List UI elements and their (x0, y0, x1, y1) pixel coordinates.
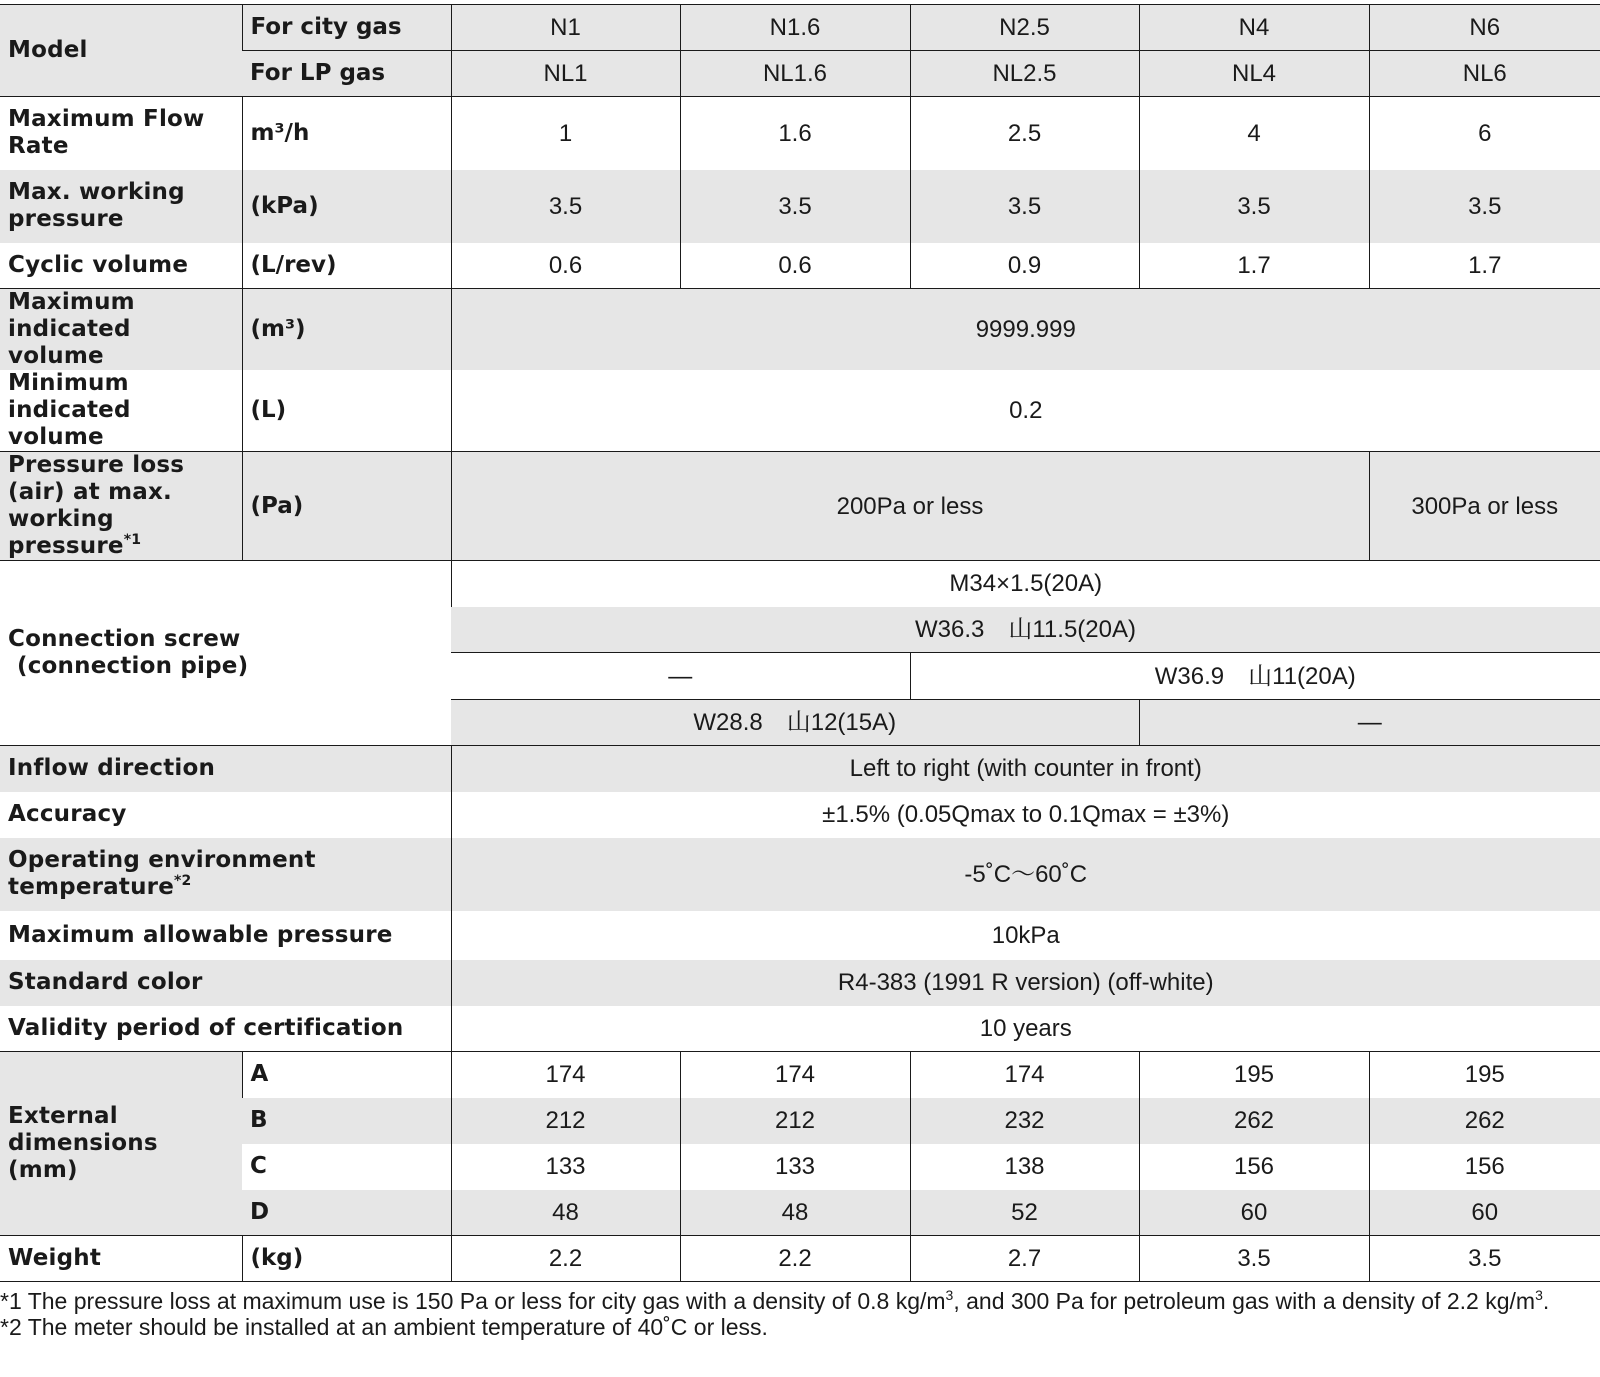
table-row (0, 1052, 1600, 1098)
note-mark: *2 (174, 873, 192, 889)
max-allowable-pressure-value: 10kPa (451, 911, 1600, 960)
table-row (0, 746, 1600, 792)
lp-model: NL6 (1369, 51, 1600, 97)
dim-value: 48 (451, 1190, 680, 1236)
cyclic-volume-value: 1.7 (1139, 243, 1369, 289)
max-flow-label: Maximum Flow Rate (0, 97, 242, 170)
accuracy-label: Accuracy (0, 792, 451, 838)
max-flow-value: 6 (1369, 97, 1600, 170)
dim-key: C (242, 1144, 451, 1190)
table-row (0, 452, 1600, 561)
city-gas-label: For city gas (242, 5, 451, 51)
dim-value: 212 (451, 1098, 680, 1144)
pressure-loss-n6-value: 300Pa or less (1369, 452, 1600, 561)
cyclic-volume-unit: (L/rev) (242, 243, 451, 289)
table-row (0, 561, 1600, 607)
table-row (0, 1006, 1600, 1052)
table-row (0, 960, 1600, 1006)
table-row (0, 1236, 1600, 1282)
dim-value: 195 (1369, 1052, 1600, 1098)
dim-value: 133 (451, 1144, 680, 1190)
connection-screw-dash: — (451, 653, 910, 700)
cyclic-volume-value: 0.6 (680, 243, 910, 289)
weight-value: 2.2 (680, 1236, 910, 1282)
dim-value: 212 (680, 1098, 910, 1144)
operating-temp-line1: Operating environment (8, 847, 316, 873)
external-dimensions-text: External dimensions (mm) (8, 1103, 158, 1183)
dim-value: 195 (1139, 1052, 1369, 1098)
min-indicated-volume-value: 0.2 (451, 370, 1600, 452)
max-indicated-volume-label: Maximum indicated volume (0, 289, 242, 371)
table-row (0, 792, 1600, 838)
connection-screw-dash: — (1139, 700, 1600, 746)
standard-color-label: Standard color (0, 960, 451, 1006)
max-working-pressure-value: 3.5 (1369, 170, 1600, 243)
weight-label: Weight (0, 1236, 242, 1282)
operating-temp-label (0, 838, 451, 911)
operating-temp-value: -5˚C～60˚C (451, 838, 1600, 911)
external-dimensions-label (0, 1052, 242, 1236)
city-model: N4 (1139, 5, 1369, 51)
validity-period-value: 10 years (451, 1006, 1600, 1052)
min-indicated-volume-label: Minimum indicated volume (0, 370, 242, 452)
table-row (0, 243, 1600, 289)
operating-temp-line2: temperature$^{*2}$ (8, 873, 192, 900)
dim-key: B (242, 1098, 451, 1144)
table-row (0, 911, 1600, 960)
cyclic-volume-label: Cyclic volume (0, 243, 242, 289)
dim-value: 48 (680, 1190, 910, 1236)
max-working-pressure-value: 3.5 (910, 170, 1139, 243)
connection-screw-line1: Connection screw (8, 626, 241, 652)
lp-model: NL1.6 (680, 51, 910, 97)
dim-value: 174 (910, 1052, 1139, 1098)
city-model: N1.6 (680, 5, 910, 51)
pressure-loss-unit: (Pa) (242, 452, 451, 561)
footnotes (0, 1288, 1600, 1340)
connection-screw-label (0, 561, 451, 746)
table-row (0, 5, 1600, 51)
dim-key: D (242, 1190, 451, 1236)
min-indicated-volume-unit: (L) (242, 370, 451, 452)
cyclic-volume-value: 1.7 (1369, 243, 1600, 289)
connection-screw-line2: (connection pipe) (17, 653, 249, 679)
table-row (0, 370, 1600, 452)
lp-model: NL4 (1139, 51, 1369, 97)
inflow-direction-value: Left to right (with counter in front) (451, 746, 1600, 792)
connection-screw-w288: W28.8 山12(15A) (451, 700, 1139, 746)
accuracy-value: ±1.5% (0.05Qmax to 0.1Qmax = ±3%) (451, 792, 1600, 838)
dim-value: 133 (680, 1144, 910, 1190)
model-label: Model (0, 5, 242, 97)
note-mark: *1 (123, 532, 142, 548)
city-model: N2.5 (910, 5, 1139, 51)
connection-screw-w363: W36.3 山11.5(20A) (451, 607, 1600, 653)
weight-value: 2.7 (910, 1236, 1139, 1282)
max-working-pressure-value: 3.5 (451, 170, 680, 243)
city-model: N1 (451, 5, 680, 51)
footnote-1-text: *1 The pressure loss at maximum use is 150 Pa or less for city gas with a density of 0.8 kg/m (0, 1288, 946, 1314)
connection-screw-w369: W36.9 山11(20A) (910, 653, 1600, 700)
connection-screw-m34: M34×1.5(20A) (451, 561, 1600, 607)
dim-value: 262 (1139, 1098, 1369, 1144)
cyclic-volume-value: 0.9 (910, 243, 1139, 289)
footnote-1 (0, 1288, 1600, 1314)
footnote-1-text: . (1542, 1288, 1550, 1314)
dim-value: 262 (1369, 1098, 1600, 1144)
table-row (0, 289, 1600, 371)
footnote-2: *2 The meter should be installed at an ambient temperature of 40˚C or less. (0, 1314, 768, 1340)
max-indicated-volume-unit: (m³) (242, 289, 451, 371)
cyclic-volume-value: 0.6 (451, 243, 680, 289)
standard-color-value: R4-383 (1991 R version) (off-white) (451, 960, 1600, 1006)
pressure-loss-label-text: Pressure loss (air) at max. working pressure (8, 452, 185, 559)
max-flow-value: 1 (451, 97, 680, 170)
dim-value: 60 (1369, 1190, 1600, 1236)
weight-unit: (kg) (242, 1236, 451, 1282)
dim-value: 138 (910, 1144, 1139, 1190)
max-working-pressure-unit: (kPa) (242, 170, 451, 243)
max-indicated-volume-value: 9999.999 (451, 289, 1600, 371)
lp-gas-label: For LP gas (242, 51, 451, 97)
max-flow-value: 1.6 (680, 97, 910, 170)
table-row (0, 170, 1600, 243)
city-model: N6 (1369, 5, 1600, 51)
max-working-pressure-value: 3.5 (1139, 170, 1369, 243)
dim-value: 52 (910, 1190, 1139, 1236)
max-working-pressure-label: Max. working pressure (0, 170, 242, 243)
dim-value: 174 (680, 1052, 910, 1098)
superscript: 3 (1535, 1287, 1543, 1303)
superscript: 3 (945, 1287, 954, 1303)
table-row (0, 838, 1600, 911)
lp-model: NL2.5 (910, 51, 1139, 97)
max-flow-unit: m³/h (242, 97, 451, 170)
max-working-pressure-value: 3.5 (680, 170, 910, 243)
max-allowable-pressure-label: Maximum allowable pressure (0, 911, 451, 960)
max-flow-value: 2.5 (910, 97, 1139, 170)
footnote-1-text: , and 300 Pa for petroleum gas with a density of 2.2 kg/m (953, 1288, 1536, 1314)
dim-value: 232 (910, 1098, 1139, 1144)
dim-value: 174 (451, 1052, 680, 1098)
weight-value: 2.2 (451, 1236, 680, 1282)
max-flow-value: 4 (1139, 97, 1369, 170)
spec-table (0, 4, 1600, 1282)
weight-value: 3.5 (1369, 1236, 1600, 1282)
pressure-loss-label (0, 452, 242, 561)
pressure-loss-value: 200Pa or less (451, 452, 1369, 561)
dim-value: 156 (1369, 1144, 1600, 1190)
lp-model: NL1 (451, 51, 680, 97)
inflow-direction-label: Inflow direction (0, 746, 451, 792)
validity-period-label: Validity period of certification (0, 1006, 451, 1052)
table-row (0, 97, 1600, 170)
dim-value: 156 (1139, 1144, 1369, 1190)
dim-value: 60 (1139, 1190, 1369, 1236)
weight-value: 3.5 (1139, 1236, 1369, 1282)
dim-key: A (242, 1052, 451, 1098)
